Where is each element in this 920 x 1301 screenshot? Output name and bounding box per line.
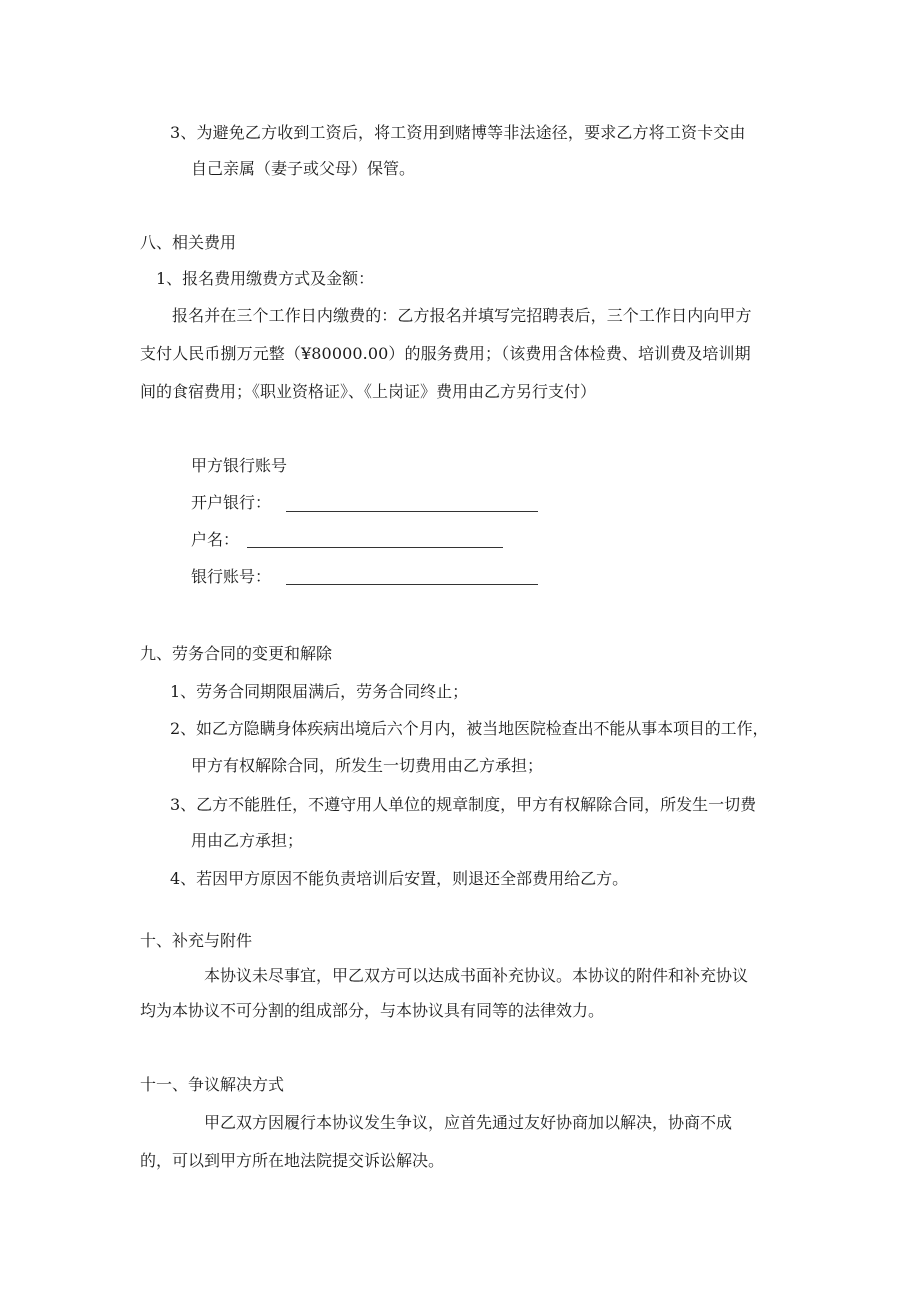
section10-para-line2: 均为本协议不可分割的组成部分，与本协议具有同等的法律效力。: [140, 1001, 605, 1020]
account-name-field[interactable]: [247, 547, 503, 548]
section9-item2-line1: 2、如乙方隐瞒身体疾病出境后六个月内，被当地医院检查出不能从事本项目的工作，: [170, 719, 769, 738]
section11-heading: 十一、争议解决方式: [140, 1075, 285, 1094]
section9-item1: 1、劳务合同期限届满后，劳务合同终止；: [170, 682, 469, 701]
account-number-label: 银行账号：: [191, 567, 272, 586]
section9-item4: 4、若因甲方原因不能负责培训后安置，则退还全部费用给乙方。: [170, 869, 629, 888]
section8-heading: 八、相关费用: [140, 233, 237, 252]
section8-item1: 1、报名费用缴费方式及金额：: [156, 269, 375, 288]
account-number-field[interactable]: [286, 584, 538, 585]
section11-para-line1: 甲乙双方因履行本协议发生争议，应首先通过友好协商加以解决，协商不成: [204, 1113, 733, 1132]
account-name-label: 户名：: [191, 530, 240, 549]
section11-para-line2: 的，可以到甲方所在地法院提交诉讼解决。: [140, 1151, 445, 1170]
section9-item3-line1: 3、乙方不能胜任，不遵守用人单位的规章制度，甲方有权解除合同，所发生一切费: [170, 795, 757, 814]
section9-item2-line2: 甲方有权解除合同，所发生一切费用由乙方承担；: [191, 756, 544, 775]
section8-para-line1: 报名并在三个工作日内缴费的：乙方报名并填写完招聘表后，三个工作日内向甲方: [172, 306, 752, 325]
section10-heading: 十、补充与附件: [140, 931, 253, 950]
section7-item3-line1: 3、为避免乙方收到工资后，将工资用到赌博等非法途径，要求乙方将工资卡交由: [170, 123, 746, 142]
section8-para-line2: 支付人民币捌万元整（¥80000.00）的服务费用；（该费用含体检费、培训费及培训期: [140, 344, 751, 363]
section9-item3-line2: 用由乙方承担；: [191, 831, 304, 850]
bank-name-field[interactable]: [286, 511, 538, 512]
section8-para-line3: 间的食宿费用；《职业资格证》、《上岗证》费用由乙方另行支付）: [140, 382, 597, 401]
bank-name-label: 开户银行：: [191, 493, 272, 512]
bank-account-title: 甲方银行账号: [191, 456, 288, 475]
section9-heading: 九、劳务合同的变更和解除: [140, 644, 333, 663]
section10-para-line1: 本协议未尽事宜，甲乙双方可以达成书面补充协议。本协议的附件和补充协议: [204, 966, 749, 985]
section7-item3-line2: 自己亲属（妻子或父母）保管。: [191, 159, 416, 178]
